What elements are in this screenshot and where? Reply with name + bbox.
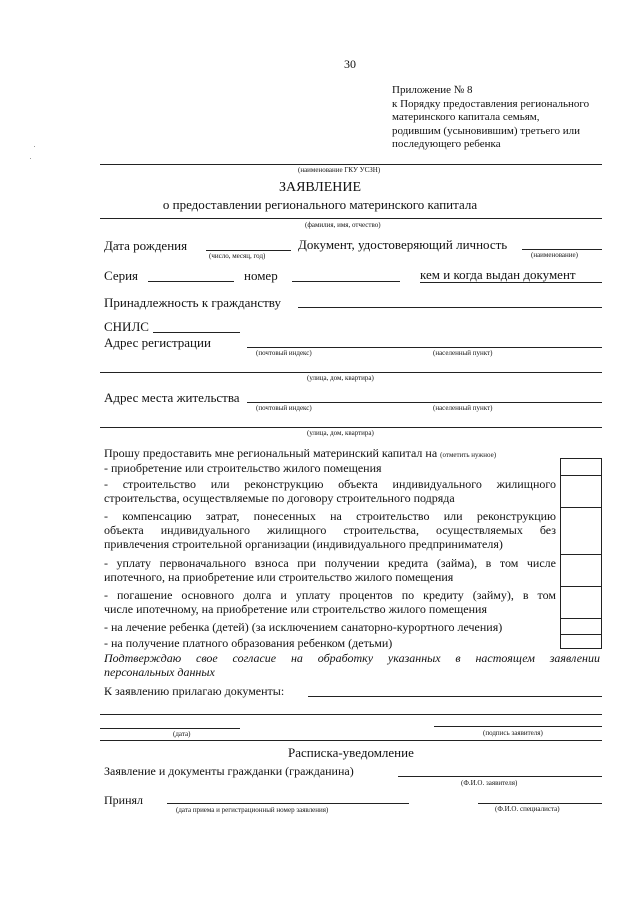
- option-2-checkbox[interactable]: [560, 476, 602, 508]
- reg-address-field[interactable]: [247, 347, 602, 348]
- consent-line: персональных данных: [104, 665, 215, 679]
- street-caption: (улица, дом, квартира): [307, 374, 374, 382]
- consent-line: Подтверждаю свое согласие на обработку указанных в настоящем заявлении: [104, 651, 600, 665]
- fio-line: [100, 218, 602, 219]
- option-line: - компенсацию затрат, понесенных на строительство или реконструкцию: [104, 509, 556, 523]
- settlement-caption: (населенный пункт): [433, 404, 493, 412]
- option-line: - на лечение ребенка (детей) (за исключением санаторно-курортного лечения): [104, 620, 503, 634]
- option-line: привлечения строительной организации (индивидуального предпринимателя): [104, 537, 503, 551]
- postal-index-caption: (почтовый индекс): [256, 404, 312, 412]
- snils-label: СНИЛС: [104, 319, 149, 334]
- document-title: ЗАЯВЛЕНИЕ: [278, 180, 362, 195]
- option-line: - приобретение или строительство жилого помещения: [104, 461, 382, 475]
- reg-street-field[interactable]: [100, 372, 602, 373]
- appendix-line: материнского капитала семьям,: [392, 111, 540, 123]
- scan-speck: [30, 158, 31, 159]
- issued-by-field[interactable]: [420, 282, 602, 283]
- option-4-checkbox[interactable]: [560, 555, 602, 587]
- request-lead: [104, 446, 496, 460]
- option-list: [104, 461, 556, 652]
- citizenship-field[interactable]: [298, 307, 602, 308]
- option-line: - на получение платного образования ребенком (детьми): [104, 636, 393, 650]
- date-field[interactable]: [100, 728, 240, 729]
- option-7-checkbox[interactable]: [560, 635, 602, 649]
- snils-field[interactable]: [153, 332, 240, 333]
- accepted-label: Принял: [104, 793, 144, 807]
- birth-date-caption: (число, месяц, год): [209, 252, 266, 260]
- option-3-checkbox[interactable]: [560, 508, 602, 555]
- series-label: Серия: [104, 268, 139, 283]
- option-6: [104, 620, 556, 636]
- scan-speck: [34, 146, 35, 147]
- request-note: (отметить нужное): [440, 451, 497, 459]
- residence-street-field[interactable]: [100, 427, 602, 428]
- receipt-text: Заявление и документы гражданки (гражданина): [104, 764, 354, 778]
- option-line: - строительство или реконструкцию объекта индивидуального жилищного: [104, 477, 556, 491]
- birth-date-field[interactable]: [206, 250, 291, 251]
- fio-caption: (фамилия, имя, отчество): [305, 221, 381, 229]
- number-label: номер: [244, 268, 278, 283]
- citizenship-label: Принадлежность к гражданству: [104, 295, 281, 310]
- applicant-fio-caption: (Ф.И.О. заявителя): [461, 779, 518, 787]
- option-5: [104, 588, 556, 620]
- option-1: [104, 461, 556, 477]
- number-field[interactable]: [292, 281, 400, 282]
- series-field[interactable]: [148, 281, 234, 282]
- receipt-title: Расписка-уведомление: [288, 745, 414, 760]
- option-2: [104, 477, 556, 509]
- receipt-date-caption: (дата приема и регистрационный номер заявления): [176, 806, 329, 814]
- birth-date-label: Дата рождения: [104, 238, 188, 253]
- applicant-fio-field[interactable]: [398, 776, 602, 777]
- appendix-line: к Порядку предоставления регионального: [392, 97, 590, 110]
- option-line: числе ипотечному, на приобретение или строительство жилого помещения: [104, 602, 487, 616]
- option-6-checkbox[interactable]: [560, 619, 602, 635]
- receipt-date-field[interactable]: [167, 803, 409, 804]
- specialist-fio-field[interactable]: [478, 803, 602, 804]
- gku-line: [100, 164, 602, 165]
- signature-field[interactable]: [434, 726, 602, 727]
- page-number: 30: [344, 57, 356, 71]
- option-1-checkbox[interactable]: [560, 458, 602, 476]
- reg-address-label: Адрес регистрации: [104, 335, 211, 350]
- option-5-checkbox[interactable]: [560, 587, 602, 619]
- document-subtitle: о предоставлении регионального материнского капитала: [162, 197, 478, 212]
- option-line: ипотечного, на приобретение или строительство жилого помещения: [104, 570, 454, 584]
- specialist-fio-caption: (Ф.И.О. специалиста): [495, 805, 560, 813]
- residence-address-field[interactable]: [247, 402, 602, 403]
- signature-caption: (подпись заявителя): [483, 729, 543, 737]
- option-7: [104, 636, 556, 652]
- postal-index-caption: (почтовый индекс): [256, 349, 312, 357]
- residence-address-label: Адрес места жительства: [104, 390, 240, 405]
- option-line: объекта индивидуального жилищного строительства, осуществляемых без: [104, 523, 556, 537]
- option-line: - погашение основного долга и уплату процентов по кредиту (займу), в том: [104, 588, 556, 602]
- request-lead-text: Прошу предоставить мне региональный материнский капитал на: [104, 446, 438, 460]
- attachments-label: К заявлению прилагаю документы:: [104, 684, 285, 698]
- settlement-caption: (населенный пункт): [433, 349, 493, 357]
- option-line: строительства, осуществляемые по договору строительного подряда: [104, 491, 455, 505]
- attachments-field[interactable]: [308, 696, 602, 697]
- identity-doc-field[interactable]: [522, 249, 602, 250]
- issued-by-label: кем и когда выдан документ: [420, 267, 576, 282]
- consent-text: [104, 651, 600, 679]
- appendix-block: [392, 84, 589, 152]
- appendix-line: последующего ребенка: [392, 138, 501, 150]
- street-caption: (улица, дом, квартира): [307, 429, 374, 437]
- option-4: [104, 556, 556, 588]
- gku-caption: (наименование ГКУ УСЗН): [298, 166, 381, 174]
- identity-doc-label: Документ, удостоверяющий личность: [298, 237, 508, 252]
- option-line: - уплату первоначального взноса при получении кредита (займа), в том числе: [104, 556, 556, 570]
- date-caption: (дата): [173, 730, 191, 738]
- appendix-line: Приложение № 8: [392, 84, 473, 96]
- attachments-line-2[interactable]: [100, 714, 602, 715]
- option-3: [104, 509, 556, 556]
- appendix-line: родившим (усыновившим) третьего или: [392, 124, 581, 137]
- receipt-separator: [100, 740, 602, 741]
- doc-name-caption: (наименование): [531, 251, 578, 259]
